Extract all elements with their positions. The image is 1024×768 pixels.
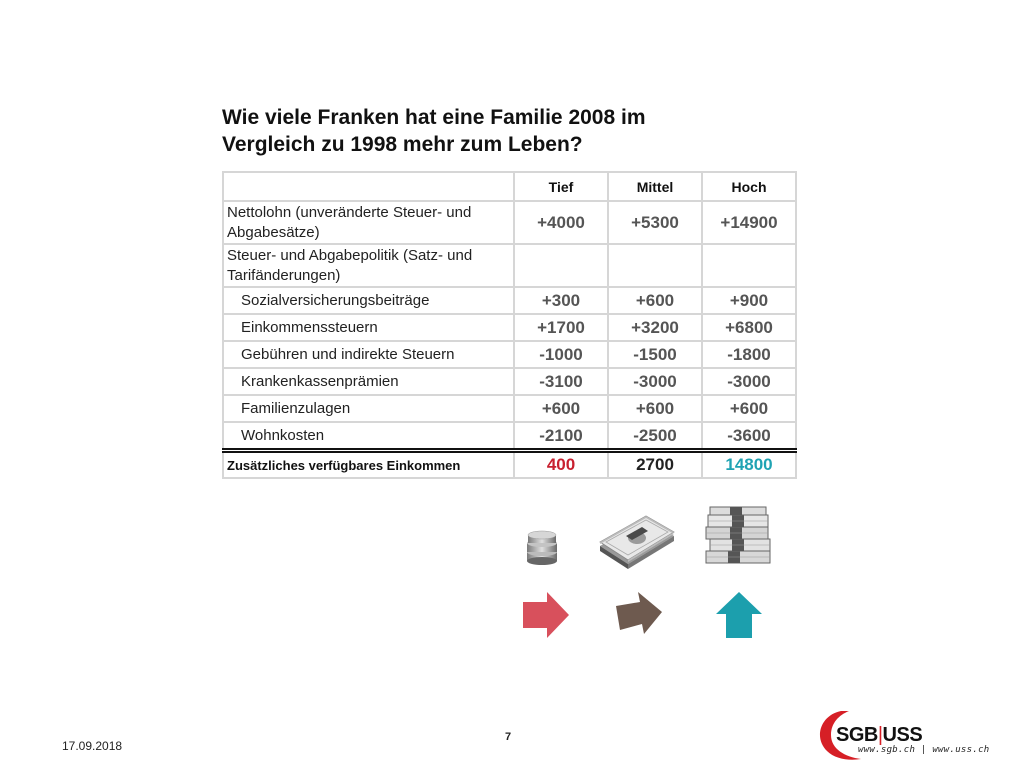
footer-date: 17.09.2018 bbox=[62, 739, 123, 753]
value-cell: +14900 bbox=[702, 201, 796, 244]
table-row bbox=[223, 422, 796, 451]
total-label: Zusätzliches verfügbares Einkommen bbox=[223, 451, 514, 479]
value-cell: -3000 bbox=[702, 368, 796, 395]
total-row bbox=[223, 451, 796, 479]
value-cell: +600 bbox=[608, 287, 702, 314]
arrow-right-shape bbox=[523, 592, 569, 638]
value-cell: +300 bbox=[514, 287, 608, 314]
logo-separator: | bbox=[877, 724, 883, 746]
row-label: Gebühren und indirekte Steuern bbox=[223, 341, 514, 368]
value-cell: -1500 bbox=[608, 341, 702, 368]
table-row bbox=[223, 341, 796, 368]
value-cell: +600 bbox=[514, 395, 608, 422]
arrow-right-icon bbox=[523, 592, 569, 638]
arrow-up-right-icon bbox=[614, 590, 664, 638]
coins-icon bbox=[524, 528, 560, 568]
value-cell bbox=[514, 244, 608, 287]
total-value-hoch: 14800 bbox=[702, 451, 796, 479]
value-cell: +900 bbox=[702, 287, 796, 314]
value-cell: +600 bbox=[608, 395, 702, 422]
row-label: Sozialversicherungsbeiträge bbox=[223, 287, 514, 314]
banknote-stack-icon bbox=[702, 503, 774, 571]
value-cell: -1000 bbox=[514, 341, 608, 368]
arrow-up-shape bbox=[716, 592, 762, 638]
row-label: Familienzulagen bbox=[223, 395, 514, 422]
header-empty-cell bbox=[223, 172, 514, 201]
row-label: Nettolohn (unveränderte Steuer- und Abgabesätze) bbox=[223, 201, 514, 244]
table-header-row bbox=[223, 172, 796, 201]
column-header-hoch: Hoch bbox=[702, 172, 796, 201]
value-cell: +1700 bbox=[514, 314, 608, 341]
column-header-mittel: Mittel bbox=[608, 172, 702, 201]
income-comparison-table bbox=[222, 171, 797, 479]
value-cell: -3100 bbox=[514, 368, 608, 395]
logo-url: www.sgb.ch | www.uss.ch bbox=[858, 745, 990, 755]
value-cell: +600 bbox=[702, 395, 796, 422]
arrow-up-icon bbox=[716, 592, 762, 638]
value-cell: -2500 bbox=[608, 422, 702, 451]
value-cell: +3200 bbox=[608, 314, 702, 341]
row-label: Krankenkassenprämien bbox=[223, 368, 514, 395]
slide-title bbox=[222, 104, 782, 158]
page-number: 7 bbox=[505, 731, 512, 743]
value-cell: -1800 bbox=[702, 341, 796, 368]
row-label: Wohnkosten bbox=[223, 422, 514, 451]
value-cell bbox=[702, 244, 796, 287]
table-row bbox=[223, 395, 796, 422]
value-cell: +5300 bbox=[608, 201, 702, 244]
value-cell: +6800 bbox=[702, 314, 796, 341]
arrow-up-right-shape bbox=[616, 592, 662, 634]
logo-sgb: SGB bbox=[836, 724, 878, 746]
table-row bbox=[223, 368, 796, 395]
table-row bbox=[223, 244, 796, 287]
banknote-bundle-icon bbox=[598, 512, 676, 570]
total-value-tief: 400 bbox=[514, 451, 608, 479]
column-header-tief: Tief bbox=[514, 172, 608, 201]
row-label: Steuer- und Abgabepolitik (Satz- und Tarifänderungen) bbox=[223, 244, 514, 287]
logo-text bbox=[836, 724, 922, 747]
value-cell: -3000 bbox=[608, 368, 702, 395]
value-cell bbox=[608, 244, 702, 287]
table-row bbox=[223, 287, 796, 314]
value-cell: -3600 bbox=[702, 422, 796, 451]
value-cell: -2100 bbox=[514, 422, 608, 451]
row-label: Einkommenssteuern bbox=[223, 314, 514, 341]
logo-uss: USS bbox=[882, 724, 923, 746]
value-cell: +4000 bbox=[514, 201, 608, 244]
title-line-2: Vergleich zu 1998 mehr zum Leben? bbox=[222, 133, 583, 156]
title-line-1: Wie viele Franken hat eine Familie 2008 im bbox=[222, 106, 646, 129]
table-row bbox=[223, 314, 796, 341]
table-row bbox=[223, 201, 796, 244]
total-value-mittel: 2700 bbox=[608, 451, 702, 479]
